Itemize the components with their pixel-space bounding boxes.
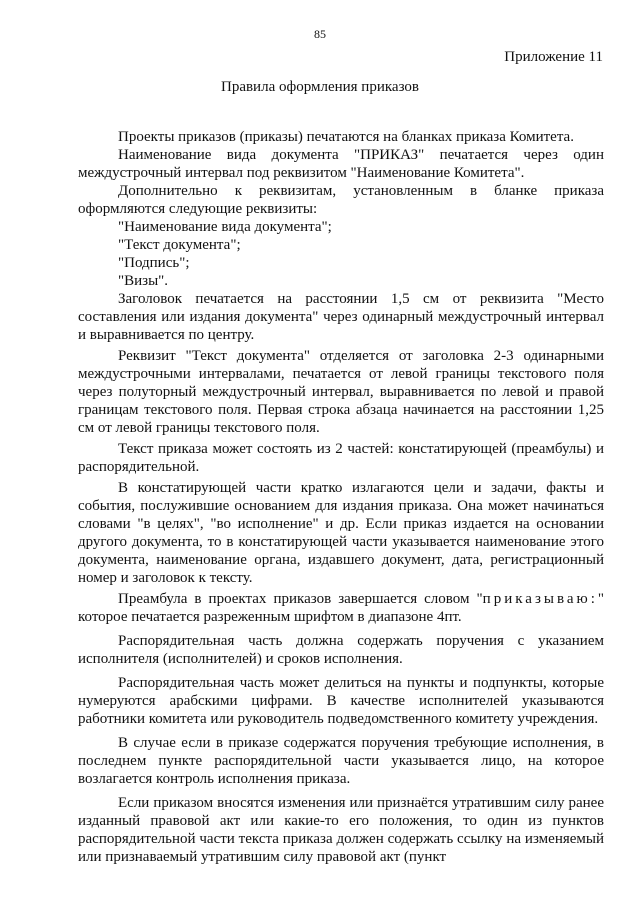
paragraph-text: Преамбула в проектах приказов завершается словом " xyxy=(118,591,483,607)
list-item: "Текст документа"; xyxy=(118,237,241,253)
list-item: "Визы". xyxy=(118,273,169,289)
paragraph: Если приказом вносятся изменения или признаётся утратившим силу ранее изданный правовой акт или какие-то его положения, то один из пунктов распорядительной части текста приказа должен содержать ссылку на изменяемый или признаваемый утратившим силу правовой акт (пункт xyxy=(78,795,604,865)
list-item: "Подпись"; xyxy=(118,255,190,271)
paragraph xyxy=(78,590,604,626)
paragraph: Текст приказа может состоять из 2 частей: констатирующей (преамбулы) и распорядительной. xyxy=(78,441,604,475)
paragraph: В констатирующей части кратко излагаются цели и задачи, факты и события, послужившие основанием для издания приказа. Она может начинаться словами "в целях", "во исполнение" и др. Если приказ издается на основании другого документа, то в констатирующей части указывается наименование этого документа, наименование органа, издавшего документ, дата, регистрационный номер и заголовок к тексту. xyxy=(78,480,604,586)
document-body xyxy=(78,128,604,866)
spaced-keyword: приказываю: xyxy=(482,591,598,607)
paragraph: В случае если в приказе содержатся поручения требующие исполнения, в последнем пункте распорядительной части указывается лицо, на которое возлагается контроль исполнения приказа. xyxy=(78,735,604,787)
paragraph: Реквизит "Текст документа" отделяется от заголовка 2-3 одинарными междустрочными интервалами, печатается от левой границы текстового поля через полуторный междустрочный интервал, выравнивается по левой и правой границам текстового поля. Первая строка абзаца начинается на расстоянии 1,25 см от левой границы текстового поля. xyxy=(78,348,604,436)
paragraph: Наименование вида документа "ПРИКАЗ" печатается через один междустрочный интервал под реквизитом "Наименование Комитета". xyxy=(78,147,604,181)
page-number: 85 xyxy=(314,27,326,41)
paragraph: Проекты приказов (приказы) печатаются на бланках приказа Комитета. xyxy=(118,129,574,145)
paragraph: Заголовок печатается на расстоянии 1,5 см от реквизита "Место составления или издания документа" через одинарный междустрочный интервал и выравнивается по центру. xyxy=(78,291,604,343)
paragraph: Распорядительная часть может делиться на пункты и подпункты, которые нумеруются арабскими цифрами. В качестве исполнителей указываются работники комитета или руководитель подведомственного комитету учреждения. xyxy=(78,675,604,727)
paragraph-text: " которое печатается разреженным шрифтом в диапазоне 4пт. xyxy=(78,591,604,625)
paragraph: Распорядительная часть должна содержать поручения с указанием исполнителя (исполнителей) и сроков исполнения. xyxy=(78,633,604,667)
document-title: Правила оформления приказов xyxy=(220,79,420,95)
paragraph: Дополнительно к реквизитам, установленным в бланке приказа оформляются следующие реквизиты: xyxy=(78,183,604,217)
list-item: "Наименование вида документа"; xyxy=(118,219,332,235)
appendix-label: Приложение 11 xyxy=(504,49,603,65)
